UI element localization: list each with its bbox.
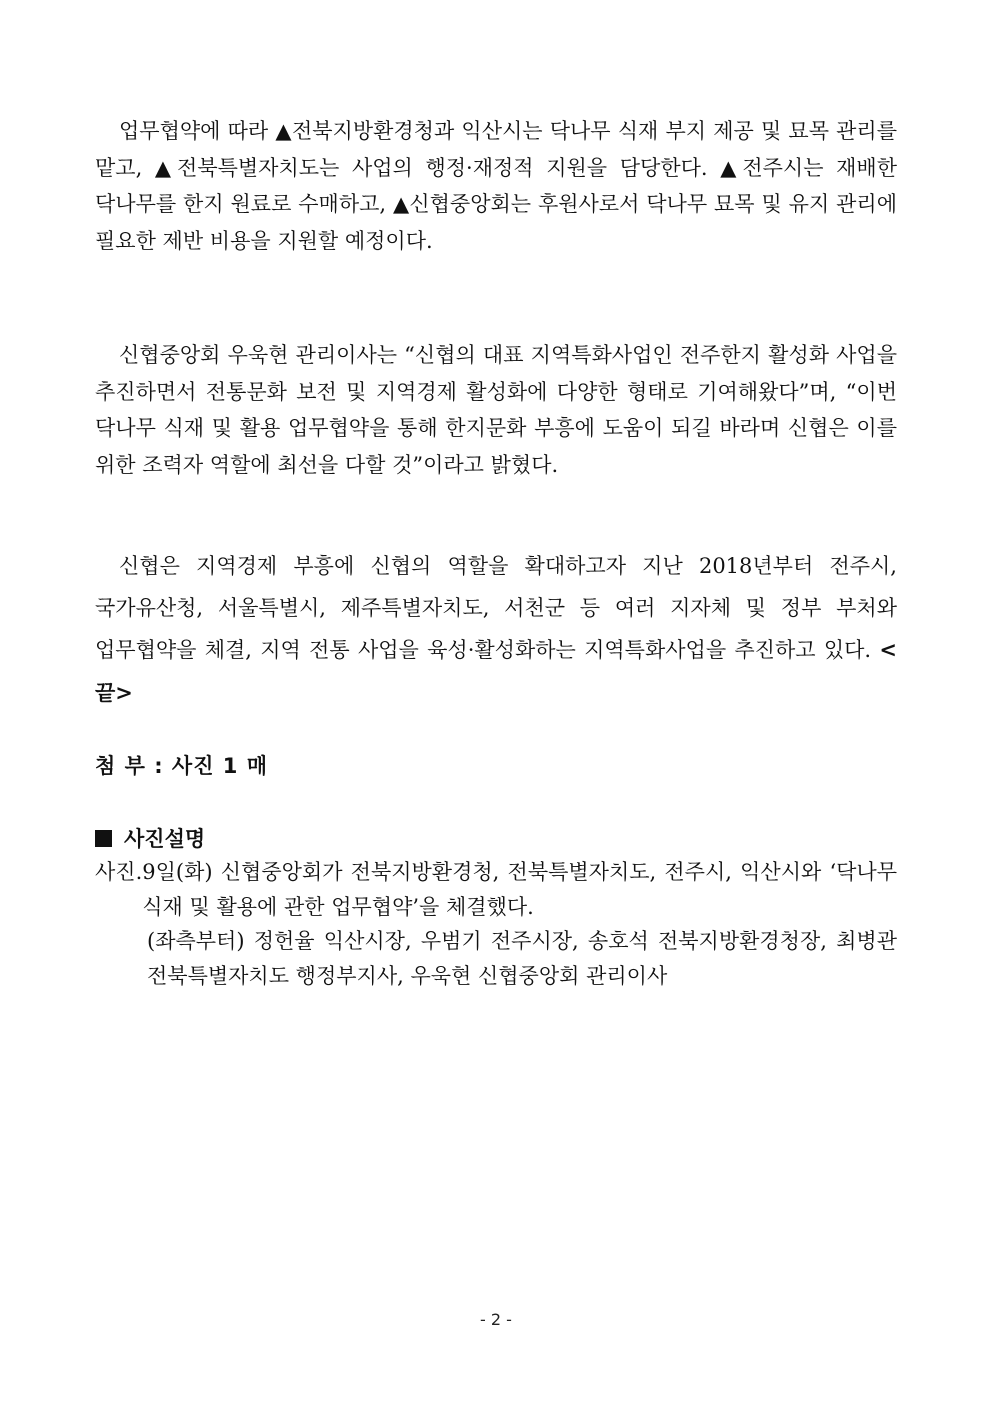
end-mark: <끝>: [95, 637, 897, 705]
photo-caption-prefix: 사진.: [95, 860, 143, 884]
paragraph-text: 신협은 지역경제 부흥에 신협의 역할을 확대하고자 지난 2018년부터 전주시, 국가유산청, 서울특별시, 제주특별자치도, 서천군 등 여러 지자체 및 정부 부처와 업무협약을 체결, 지역 전통 사업을 육성·활성화하는 지역특화사업을 추진하고 있다.: [95, 554, 897, 662]
black-square-icon: [95, 830, 112, 847]
photo-caption-heading: [95, 823, 205, 853]
photo-caption-line-1: 9일(화) 신협중앙회가 전북지방환경청, 전북특별자치도, 전주시, 익산시와 ‘닥나무 식재 및 활용에 관한 업무협약’을 체결했다.: [142, 860, 897, 919]
photo-caption-row: [95, 855, 897, 924]
photo-caption: [95, 855, 897, 993]
photo-caption-line-2: (좌측부터) 정헌율 익산시장, 우범기 전주시장, 송호석 전북지방환경청장, 최병관 전북특별자치도 행정부지사, 우욱현 신협중앙회 관리이사: [147, 929, 897, 988]
body-paragraph-director-quote: 신협중앙회 우욱현 관리이사는 “신협의 대표 지역특화사업인 전주한지 활성화 사업을 추진하면서 전통문화 보전 및 지역경제 활성화에 다양한 형태로 기여해왔다”며, “이번 닥나무 식재 및 활용 업무협약을 통해 한지문화 부흥에 도움이 되길 바라며 신협은 이를 위한 조력자 역할에 최선을 다할 것”이라고 밝혔다.: [95, 343, 897, 477]
body-paragraph-regional-projects: [95, 546, 897, 714]
attachment-line: 첨 부 : 사진 1 매: [95, 754, 268, 778]
body-paragraph-agreement-roles: 업무협약에 따라 ▲전북지방환경청과 익산시는 닥나무 식재 부지 제공 및 묘목 관리를 맡고, ▲전북특별자치도는 사업의 행정·재정적 지원을 담당한다. ▲전주시는 재배한 닥나무를 한지 원료로 수매하고, ▲신협중앙회는 후원사로서 닥나무 묘목 및 유지 관리에 필요한 제반 비용을 지원할 예정이다.: [95, 119, 897, 253]
photo-caption-heading-text: 사진설명: [124, 827, 206, 851]
page-number: - 2 -: [480, 1310, 512, 1329]
